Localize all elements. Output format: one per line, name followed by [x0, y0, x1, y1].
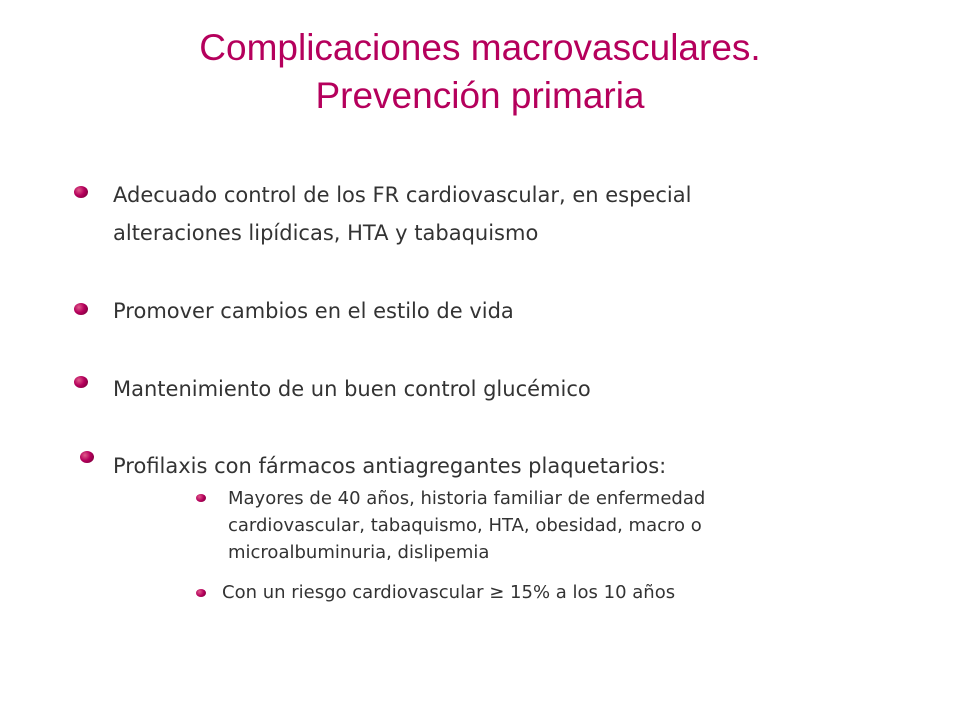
bullet-1-line-1: Adecuado control de los FR cardiovascular, en especial: [113, 183, 692, 207]
title-line-2: Prevención primaria: [315, 75, 645, 116]
bullet-4-line-1: Profilaxis con fármacos antiagregantes plaquetarios:: [113, 454, 667, 478]
bullet-dot-icon: [80, 451, 94, 463]
sub-bullet-item-1: [228, 485, 705, 566]
sub-bullet-1-line-3: microalbuminuria, dislipemia: [228, 542, 490, 563]
bullet-item-4: [113, 447, 666, 485]
bullet-item-3: [113, 370, 591, 408]
bullet-item-2: [113, 292, 514, 330]
bullet-2-line-1: Promover cambios en el estilo de vida: [113, 299, 514, 323]
bullet-3-line-1: Mantenimiento de un buen control glucémico: [113, 377, 591, 401]
bullet-dot-icon: [74, 186, 88, 198]
bullet-item-1: [113, 176, 691, 252]
bullet-dot-icon: [74, 303, 88, 315]
sub-bullet-1-line-2: cardiovascular, tabaquismo, HTA, obesidad, macro o: [228, 515, 702, 536]
sub-bullet-2-line-1: Con un riesgo cardiovascular ≥ 15% a los 10 años: [222, 582, 676, 603]
slide-title: [0, 24, 960, 120]
sub-bullet-dot-icon: [196, 494, 206, 502]
bullet-1-line-2: alteraciones lipídicas, HTA y tabaquismo: [113, 221, 539, 245]
title-line-1: Complicaciones macrovasculares.: [199, 27, 761, 68]
sub-bullet-dot-icon: [196, 589, 206, 597]
bullet-dot-icon: [74, 376, 88, 388]
sub-bullet-1-line-1: Mayores de 40 años, historia familiar de enfermedad: [228, 488, 706, 509]
sub-bullet-item-2: [222, 579, 675, 606]
